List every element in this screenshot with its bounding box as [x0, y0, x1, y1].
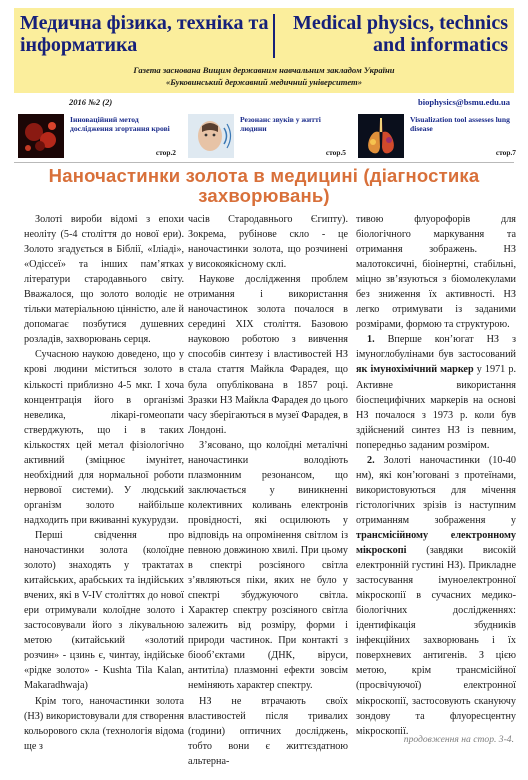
teaser-title: Резонанс звуків у житті людини: [240, 115, 321, 134]
continued-note[interactable]: продовження на стор. 3-4.: [403, 734, 514, 745]
highlight-term: як імунохімічний маркер: [356, 364, 474, 376]
teaser-title: Visualization tool assesses lung disease: [410, 115, 510, 134]
numbered-paragraph-1: [356, 332, 516, 452]
founder-line: Газета заснована Вищим державним навчальним закладом України: [133, 65, 395, 75]
article-column-1: [24, 212, 184, 754]
paragraph-text: (завдяки високій електронній густині НЗ). Прикладне застосування імуноелектронної мікроскопії в сучасних медико-біологічних дослідженнях: ідентифікація збудників інфекційних захворювань і їх поверхневих антигенів. З цією метою, крім трансмісійної (просвічуючої) електронної мікроскопії, застосовують скануючу зондову та флуоресцентну мікроскопії.: [356, 545, 517, 737]
numbered-paragraph-2: [356, 453, 516, 739]
contact-email[interactable]: biophysics@bsmu.edu.ua: [418, 97, 510, 107]
paragraph: Сучасною наукою доведено, що у крові людини міститься золото в кількості приблизно 4-5 мкг. І хоча концентрація його в організмі невелика, лікарі-гомеопати стверджують, що і в таких кількостях цей метал фізіологічно активний (зміцнює імунітет, необхідний для нормальної роботи нервової системи). У людський організм золото найбільше надходить при вживанні кукурудзи.: [24, 349, 184, 526]
paragraph: Перші свідчення про наночастинки золота (колоїдне золото) знаходять у трактатах китайських, арабських та індійських вчених, які в V-IV століттях до нової ери отримували колоїдне золото і застосовували його з лікувальною метою (китайський «золотий розчин» - цзинь є, чинтау, індійське «рідке золото» - Kushta Tila Kalan, Makaradhwaja): [24, 529, 184, 692]
article-column-2: [188, 212, 348, 769]
teaser-page: стор.2: [155, 148, 176, 157]
paragraph-text: Золоті наночастинки (10-40 нм), які кон’юговані з протеїнами, використовуються для мічення гістологічних зрізів із наступним отриманням зображення у: [356, 454, 516, 526]
masthead-divider: [273, 14, 275, 58]
teaser-title: Інноваційний метод дослідження згортання крові: [70, 115, 170, 134]
paragraph-text: Вперше кон’югат НЗ з імуноглобулінами був застосований: [356, 334, 517, 361]
paragraph: Крім того, наночастинки золота (НЗ) використовували для створення кольорового скла (технологія відома ще з: [24, 695, 184, 752]
issue-number: 2016 №2 (2): [69, 97, 113, 107]
section-divider: [14, 162, 514, 163]
teaser-blood-clotting[interactable]: [18, 112, 178, 162]
sound-resonance-image: [188, 114, 234, 158]
newspaper-title-english: Medical physics, technics and informatics: [293, 12, 508, 56]
item-number: 1.: [367, 334, 375, 346]
newspaper-title-ukrainian: Медична фізика, техніка та інформатика: [20, 12, 269, 56]
masthead: [14, 8, 514, 93]
paragraph: тивою флуорофорів для біологічного маркування та отримання зображень. НЗ малотоксичні, біоінертні, стабільні, міцно зв’язуються з біомолекулами без зниження їх активності. НЗ легко отримувати із заданими розмірами, формою та структурою.: [356, 214, 516, 331]
article-column-3: [356, 212, 516, 739]
paragraph: Золоті вироби відомі з епохи неоліту (5-4 століття до нової ери). Золото згадується в Біблії, «Іліаді», «Одіссеї» та інших пам’ятках літератури стародавнього світу. Вважалося, що золото володіє не тільки матеріальною цінністю, але й допомагає позбутися душевних розладів, захворювань серця.: [24, 214, 184, 346]
paragraph: З’ясовано, що колоїдні металічні наночастинки володіють плазмонним резонансом, що заключається у виникненні колективних коливань електронів провідності, які осцилюють у відповідь на опромінення світлом із певною довжиною хвилі. При цьому в спектрі розсіяного світла з’являються піки, яких не було у спектрі збуджуючого світла. Характер спектру розсіяного світла залежить від розміру, форми і природи частинок. При контакті з біооб’єктами (ДНК, віруси, антитіла) плазмонні ефекти зовсім неміняють характер спектру.: [188, 439, 348, 692]
paragraph: Наукове дослідження проблем отримання і використання наночастинок золота почалося в середині XIX століття. Базовою науковою роботою з вивчення способів синтезу і властивостей НЗ стала стаття Майкла Фарадея, що була опублікована в 1857 році. Зразки НЗ Майкла Фарадея до цього часу зберігаються в музеї Фарадея, в Лондоні.: [188, 274, 348, 436]
highlight-term: трансмісійному електронному мікроскопі: [356, 529, 516, 557]
paragraph: НЗ не втрачають своїх властивостей після тривалих (години) оптичних досліджень, тобто вони є життєздатною альтерна-: [188, 695, 348, 767]
issue-info-bar: [14, 96, 514, 110]
lung-visualization-image: [358, 114, 404, 158]
teaser-sound-resonance[interactable]: [188, 112, 348, 162]
paragraph-text: у 1971 р. Активне використання біоспецифічних маркерів на основі НЗ почалося з 1973 р. коли був здійснений синтез НЗ із певним, попередньо заданим розміром.: [356, 364, 517, 451]
paragraph: часів Стародавнього Єгипту). Зокрема, рубінове скло - це наночастинки золота, що розчинені у високоякісному склі.: [188, 214, 348, 271]
article-title: Наночастинки золота в медицині (діагностика захворювань): [48, 165, 480, 206]
teaser-page: стор.7: [495, 148, 516, 157]
teaser-page: стор.5: [325, 148, 346, 157]
item-number: 2.: [367, 454, 375, 466]
blood-clotting-image: [18, 114, 64, 158]
teaser-lung-visualization[interactable]: [358, 112, 518, 162]
university-line: «Буковинський державний медичний університет»: [165, 77, 362, 87]
